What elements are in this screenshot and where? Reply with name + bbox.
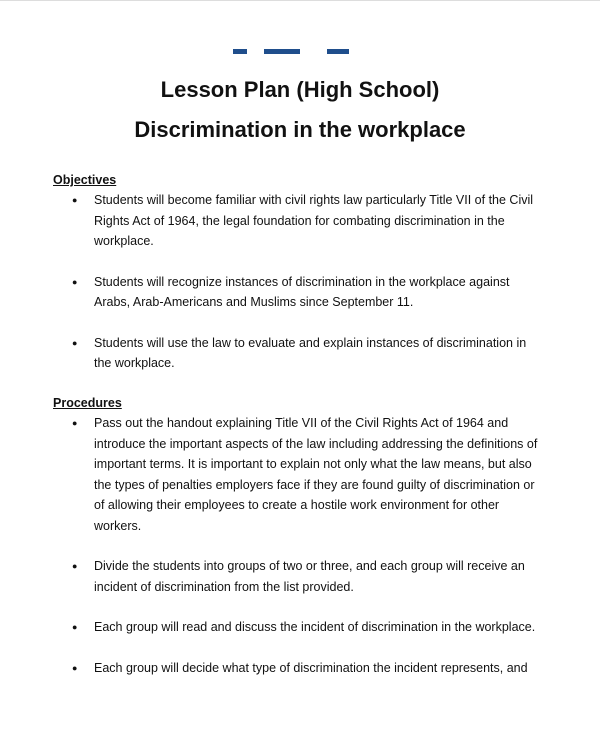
list-item: ● Pass out the handout explaining Title VII of the Civil Rights Act of 1964 and introduce the important aspects of the law including addressing the definitions of important terms. It is important to explain not only what the law means, but also the types of penalties employers face if they are found guilty of discrimination or of allowing their employees to create a hostile work environment for other workers. (53, 413, 543, 536)
list-item: ● Students will use the law to evaluate and explain instances of discrimination in the workplace. (53, 333, 543, 374)
logo (0, 49, 600, 55)
objectives-heading: Objectives (53, 173, 117, 187)
list-item: ● Students will recognize instances of discrimination in the workplace against Arabs, Arab-Americans and Muslims since September 11. (53, 272, 543, 313)
document-title: Lesson Plan (High School) (160, 77, 440, 102)
procedures-heading: Procedures (53, 396, 122, 410)
objectives-list (53, 190, 543, 374)
document-subtitle: Discrimination in the workplace (134, 117, 466, 142)
list-item: ● Each group will read and discuss the incident of discrimination in the workplace. (53, 617, 543, 638)
list-item: ● Students will become familiar with civil rights law particularly Title VII of the Civil Rights Act of 1964, the legal foundation for combating discrimination in the workplace. (53, 190, 543, 252)
list-item: ● Each group will decide what type of discrimination the incident represents, and (53, 658, 543, 679)
procedures-list (53, 413, 543, 678)
list-item: ● Divide the students into groups of two or three, and each group will receive an incident of discrimination from the list provided. (53, 556, 543, 597)
